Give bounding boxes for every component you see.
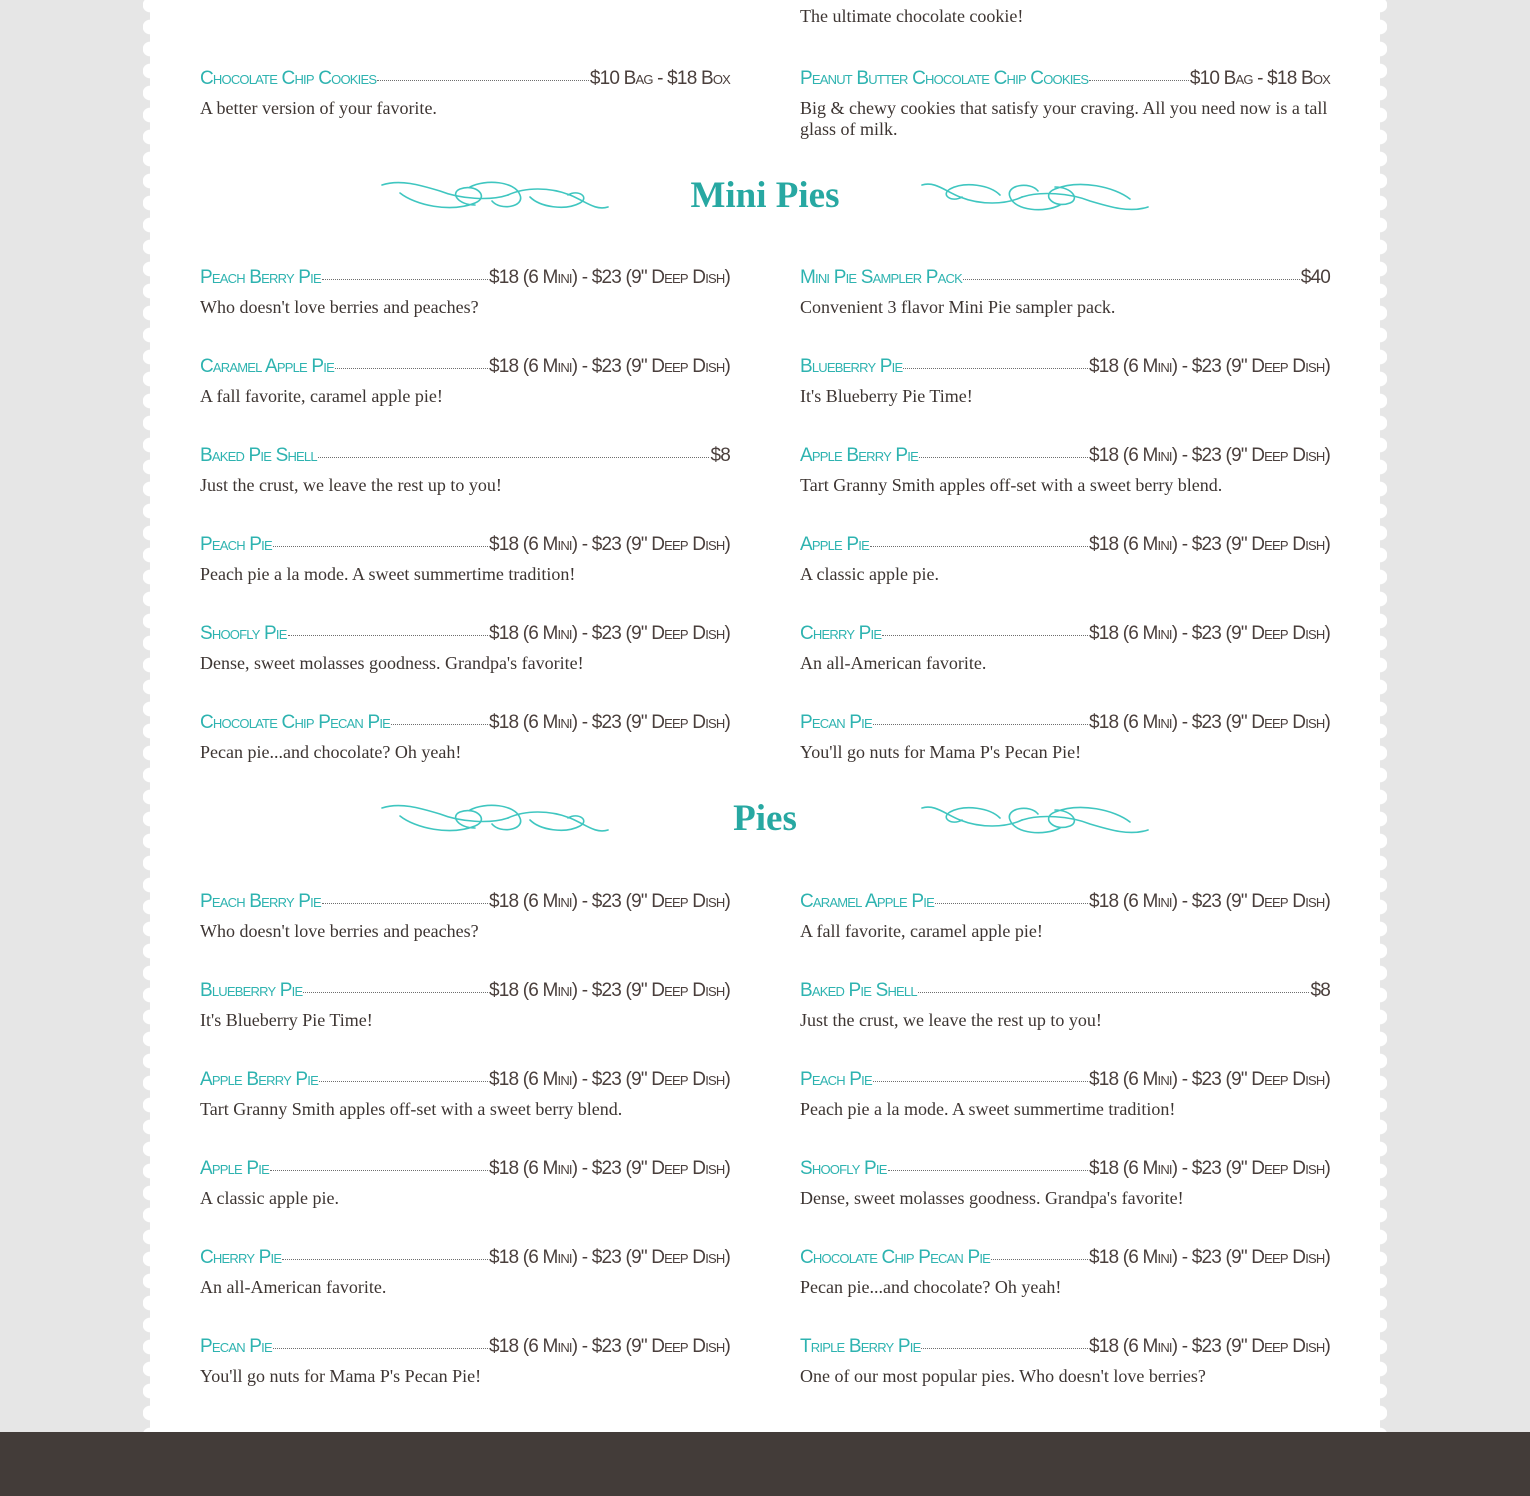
section-heading-mini-pies: [150, 173, 1380, 223]
menu-item: [200, 267, 730, 318]
dot-leader: [873, 1081, 1088, 1082]
item-price: $10 Bag - $18 Box: [589, 68, 730, 89]
item-price: $18 (6 Mini) - $23 (9" Deep Dish): [488, 1247, 730, 1268]
item-name[interactable]: Apple Berry Pie: [800, 445, 918, 466]
menu-item: [200, 445, 730, 496]
dot-leader: [918, 992, 1310, 993]
dot-leader: [319, 1081, 488, 1082]
menu-item: [800, 891, 1330, 942]
item-price: $18 (6 Mini) - $23 (9" Deep Dish): [488, 623, 730, 644]
item-price: $18 (6 Mini) - $23 (9" Deep Dish): [488, 1158, 730, 1179]
item-price: $18 (6 Mini) - $23 (9" Deep Dish): [488, 712, 730, 733]
item-name[interactable]: Chocolate Chip Pecan Pie: [200, 712, 391, 733]
item-name[interactable]: Peanut Butter Chocolate Chip Cookies: [800, 68, 1089, 89]
dot-leader: [870, 546, 1088, 547]
item-price: $18 (6 Mini) - $23 (9" Deep Dish): [488, 1336, 730, 1357]
item-description: Just the crust, we leave the rest up to you!: [800, 1010, 1102, 1030]
item-description: You'll go nuts for Mama P's Pecan Pie!: [800, 742, 1082, 762]
item-price: $18 (6 Mini) - $23 (9" Deep Dish): [1088, 356, 1330, 377]
item-description: Dense, sweet molasses goodness. Grandpa's favorite!: [200, 653, 584, 673]
menu-item: [200, 534, 730, 585]
page-footer: [0, 1432, 1530, 1496]
menu-item-cookie-top: [800, 2, 1330, 27]
item-description: Dense, sweet molasses goodness. Grandpa's favorite!: [800, 1188, 1184, 1208]
menu-item: [800, 445, 1330, 496]
item-description: The ultimate chocolate cookie!: [800, 6, 1024, 26]
item-name[interactable]: Baked Pie Shell: [800, 980, 917, 1001]
item-description: Peach pie a la mode. A sweet summertime tradition!: [800, 1099, 1176, 1119]
menu-item: [200, 1336, 730, 1387]
menu-item: [800, 534, 1330, 585]
dot-leader: [270, 1170, 488, 1171]
menu-item: [200, 623, 730, 674]
dot-leader: [873, 724, 1088, 725]
item-name[interactable]: Peach Pie: [800, 1069, 872, 1090]
dot-leader: [391, 724, 488, 725]
item-price: $18 (6 Mini) - $23 (9" Deep Dish): [1088, 534, 1330, 555]
dot-leader: [903, 368, 1088, 369]
dot-leader: [991, 1259, 1088, 1260]
item-name[interactable]: Shoofly Pie: [800, 1158, 887, 1179]
menu-item: [200, 712, 730, 763]
dot-leader: [377, 80, 589, 81]
item-name[interactable]: Caramel Apple Pie: [800, 891, 934, 912]
item-price: $18 (6 Mini) - $23 (9" Deep Dish): [1088, 712, 1330, 733]
item-name[interactable]: Apple Pie: [200, 1158, 269, 1179]
item-description: A fall favorite, caramel apple pie!: [800, 921, 1043, 941]
dot-leader: [919, 457, 1088, 458]
item-description: You'll go nuts for Mama P's Pecan Pie!: [200, 1366, 482, 1386]
menu-item: [800, 267, 1330, 318]
dot-leader: [935, 903, 1088, 904]
dot-leader: [921, 1348, 1088, 1349]
dot-leader: [335, 368, 488, 369]
item-description: Pecan pie...and chocolate? Oh yeah!: [200, 742, 462, 762]
menu-item: [200, 980, 730, 1031]
item-description: An all-American favorite.: [800, 653, 987, 673]
menu-item: [200, 68, 730, 119]
item-price: $10 Bag - $18 Box: [1189, 68, 1330, 89]
menu-item: [200, 1158, 730, 1209]
menu-item: [800, 980, 1330, 1031]
dot-leader: [273, 546, 488, 547]
dot-leader: [282, 1259, 488, 1260]
item-name[interactable]: Peach Pie: [200, 534, 272, 555]
item-name[interactable]: Pecan Pie: [200, 1336, 272, 1357]
item-description: A classic apple pie.: [800, 564, 939, 584]
dot-leader: [882, 635, 1088, 636]
item-description: Convenient 3 flavor Mini Pie sampler pack.: [800, 297, 1116, 317]
flourish-right-icon: [920, 177, 1150, 215]
item-name[interactable]: Peach Berry Pie: [200, 891, 321, 912]
section-title: Mini Pies: [690, 175, 840, 216]
item-description: A fall favorite, caramel apple pie!: [200, 386, 443, 406]
item-name[interactable]: Cherry Pie: [800, 623, 882, 644]
menu-item: [800, 1158, 1330, 1209]
item-name[interactable]: Pecan Pie: [800, 712, 872, 733]
item-name[interactable]: Baked Pie Shell: [200, 445, 317, 466]
item-price: $8: [710, 445, 730, 466]
item-name[interactable]: Shoofly Pie: [200, 623, 287, 644]
menu-item: [800, 1069, 1330, 1120]
item-price: $18 (6 Mini) - $23 (9" Deep Dish): [1088, 1158, 1330, 1179]
item-price: $40: [1300, 267, 1330, 288]
item-name[interactable]: Blueberry Pie: [800, 356, 903, 377]
dot-leader: [963, 279, 1300, 280]
menu-item: [800, 712, 1330, 763]
item-price: $18 (6 Mini) - $23 (9" Deep Dish): [488, 267, 730, 288]
item-name[interactable]: Apple Pie: [800, 534, 869, 555]
menu-item: [800, 1336, 1330, 1387]
menu-item: [200, 891, 730, 942]
menu-item: [800, 623, 1330, 674]
item-price: $18 (6 Mini) - $23 (9" Deep Dish): [488, 534, 730, 555]
menu-item: [800, 356, 1330, 407]
item-description: Tart Granny Smith apples off-set with a sweet berry blend.: [800, 475, 1223, 495]
item-price: $18 (6 Mini) - $23 (9" Deep Dish): [488, 356, 730, 377]
item-price: $18 (6 Mini) - $23 (9" Deep Dish): [488, 1069, 730, 1090]
item-price: $8: [1310, 980, 1330, 1001]
section-heading-pies: [150, 796, 1380, 846]
item-name[interactable]: Cherry Pie: [200, 1247, 282, 1268]
item-description: Pecan pie...and chocolate? Oh yeah!: [800, 1277, 1062, 1297]
dot-leader: [303, 992, 488, 993]
item-description: Who doesn't love berries and peaches?: [200, 921, 479, 941]
section-title: Pies: [733, 798, 797, 839]
item-price: $18 (6 Mini) - $23 (9" Deep Dish): [1088, 623, 1330, 644]
menu-item: [800, 68, 1330, 140]
flourish-right-icon: [920, 800, 1150, 838]
menu-item: [200, 1247, 730, 1298]
dot-leader: [322, 903, 488, 904]
item-price: $18 (6 Mini) - $23 (9" Deep Dish): [1088, 1336, 1330, 1357]
item-description: A better version of your favorite.: [200, 98, 437, 118]
menu-item: [800, 1247, 1330, 1298]
dot-leader: [288, 635, 488, 636]
item-name[interactable]: Triple Berry Pie: [800, 1336, 921, 1357]
item-price: $18 (6 Mini) - $23 (9" Deep Dish): [1088, 1069, 1330, 1090]
menu-item: [200, 1069, 730, 1120]
item-description: Peach pie a la mode. A sweet summertime tradition!: [200, 564, 576, 584]
dot-leader: [888, 1170, 1088, 1171]
item-price: $18 (6 Mini) - $23 (9" Deep Dish): [488, 980, 730, 1001]
item-name[interactable]: Caramel Apple Pie: [200, 356, 334, 377]
item-name[interactable]: Mini Pie Sampler Pack: [800, 267, 962, 288]
item-description: It's Blueberry Pie Time!: [200, 1010, 373, 1030]
item-description: Just the crust, we leave the rest up to you!: [200, 475, 502, 495]
item-name[interactable]: Apple Berry Pie: [200, 1069, 318, 1090]
item-price: $18 (6 Mini) - $23 (9" Deep Dish): [1088, 445, 1330, 466]
item-price: $18 (6 Mini) - $23 (9" Deep Dish): [488, 891, 730, 912]
menu-item: [200, 356, 730, 407]
item-price: $18 (6 Mini) - $23 (9" Deep Dish): [1088, 1247, 1330, 1268]
item-name[interactable]: Chocolate Chip Pecan Pie: [800, 1247, 991, 1268]
dot-leader: [322, 279, 488, 280]
item-description: Big & chewy cookies that satisfy your craving. All you need now is a tall glass of milk.: [800, 98, 1328, 139]
item-description: One of our most popular pies. Who doesn't love berries?: [800, 1366, 1206, 1386]
item-description: Tart Granny Smith apples off-set with a sweet berry blend.: [200, 1099, 623, 1119]
item-name[interactable]: Blueberry Pie: [200, 980, 303, 1001]
item-description: Who doesn't love berries and peaches?: [200, 297, 479, 317]
dot-leader: [273, 1348, 488, 1349]
item-name[interactable]: Peach Berry Pie: [200, 267, 321, 288]
item-price: $18 (6 Mini) - $23 (9" Deep Dish): [1088, 891, 1330, 912]
item-description: It's Blueberry Pie Time!: [800, 386, 973, 406]
item-description: An all-American favorite.: [200, 1277, 387, 1297]
item-name[interactable]: Chocolate Chip Cookies: [200, 68, 377, 89]
dot-leader: [318, 457, 710, 458]
dot-leader: [1089, 80, 1189, 81]
item-description: A classic apple pie.: [200, 1188, 339, 1208]
